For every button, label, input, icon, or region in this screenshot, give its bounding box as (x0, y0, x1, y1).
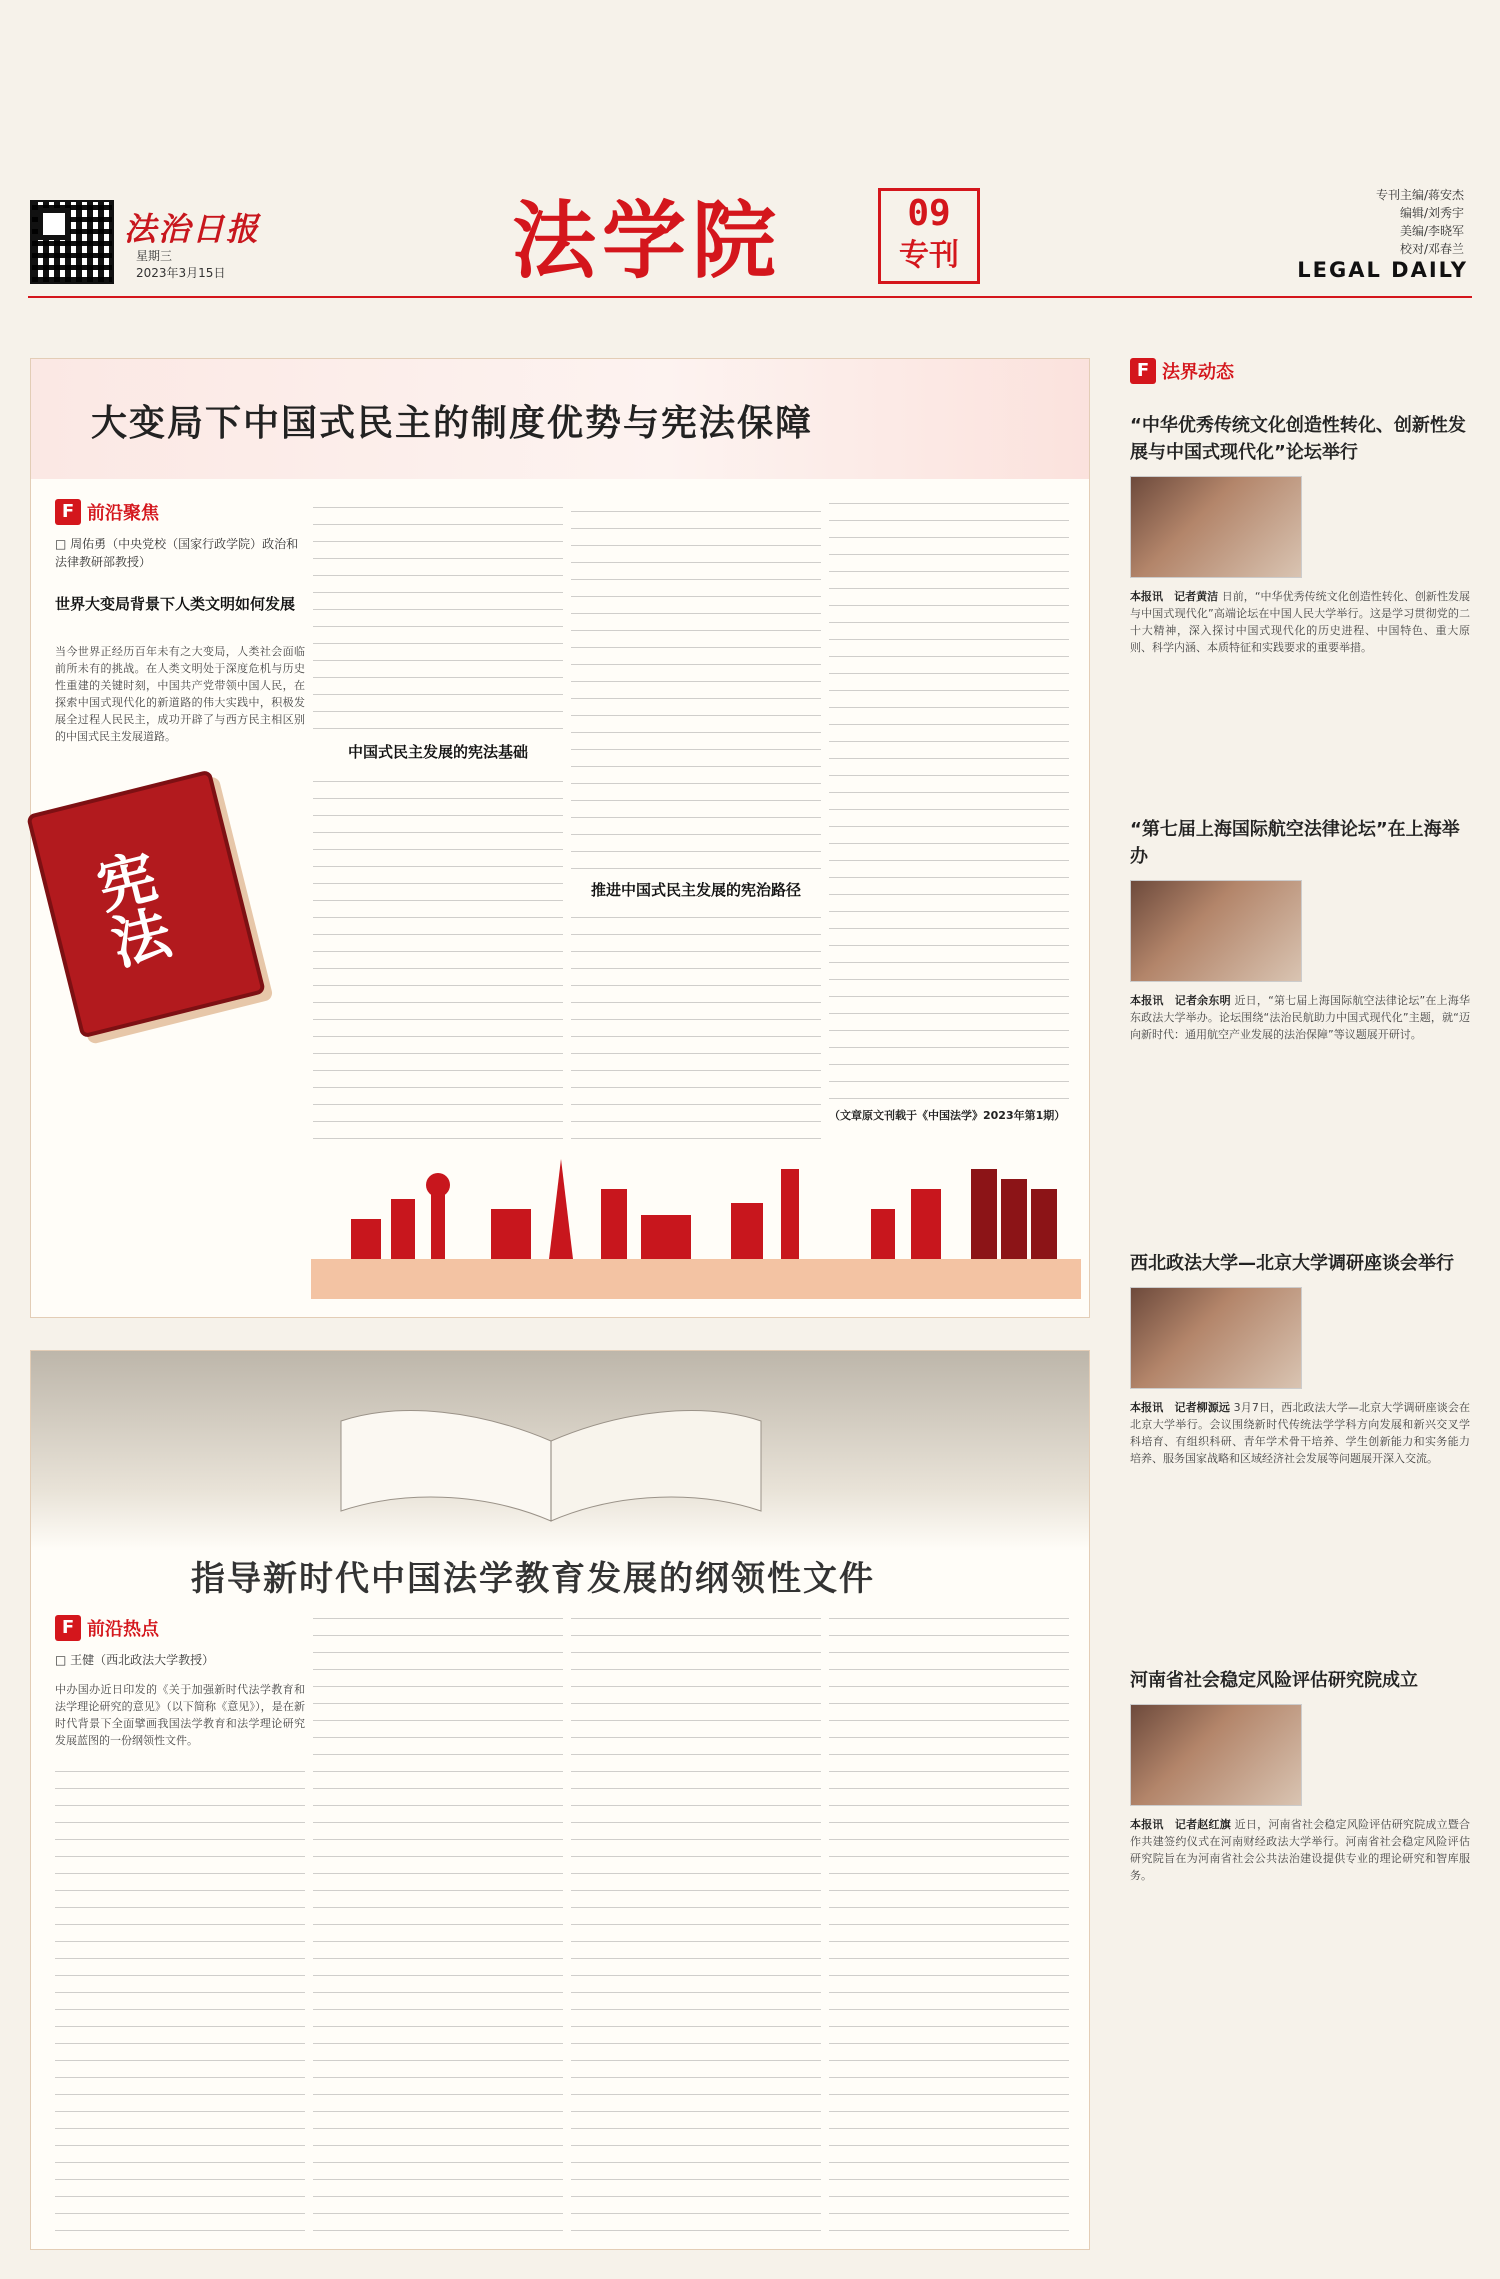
badge-number: 09 (907, 193, 951, 234)
news-text: 近日，河南省社会稳定风险评估研究院成立暨合作共建签约仪式在河南财经政法大学举行。河南省社会稳定风险评估研究院旨在为河南省社会公共法治建设提供专业的理论研究和智库服务。 (1130, 1818, 1470, 1882)
badge-kind: 专刊 (899, 238, 959, 273)
feature-article-1 (30, 358, 1090, 1318)
news-body (1130, 992, 1470, 1232)
subheading: 世界大变局背景下人类文明如何发展 (55, 595, 296, 613)
news-body (1130, 1399, 1470, 1649)
news-photo (1130, 880, 1302, 982)
news-photo (1130, 1704, 1302, 1806)
weekday: 星期三 (136, 249, 173, 263)
text-column (313, 499, 563, 729)
section-tag-label: 法界动态 (1162, 362, 1234, 383)
date: 2023年3月15日 (136, 266, 226, 280)
text-column (829, 499, 1069, 1099)
text-column (313, 779, 563, 1139)
text-column (571, 499, 821, 869)
credit-line: 美编/李晓军 (1399, 224, 1464, 238)
masthead-rule (28, 296, 1472, 298)
issue-badge (878, 188, 980, 284)
qr-code (30, 200, 114, 284)
news-text: 近日，“第七届上海国际航空法律论坛”在上海华东政法大学举办。论坛围绕“法治民航助力中国式现代化”主题，就“迈向新时代：通用航空产业发展的法治保障”等议题展开研讨。 (1130, 994, 1470, 1041)
credit-line: 编辑/刘秀宇 (1399, 206, 1464, 220)
news-body (1130, 1816, 1470, 2036)
news-title: 西北政法大学—北京大学调研座谈会举行 (1130, 1253, 1454, 1274)
news-title: 河南省社会稳定风险评估研究院成立 (1130, 1670, 1418, 1691)
text-column (571, 1615, 821, 2231)
section-tag (55, 1615, 159, 1641)
news-title: “第七届上海国际航空法律论坛”在上海举办 (1130, 819, 1460, 867)
headline: 大变局下中国式民主的制度优势与宪法保障 (91, 403, 814, 444)
open-book-image (331, 1381, 771, 1541)
section-tag (1130, 358, 1470, 384)
subheading: 中国式民主发展的宪法基础 (347, 743, 528, 761)
issue-date (136, 248, 225, 282)
text-column (55, 1771, 305, 2231)
news-byline: 本报讯 记者余东明 (1130, 994, 1231, 1007)
news-photo (1130, 476, 1302, 578)
news-column (1130, 358, 1470, 2036)
english-masthead: LEGAL DAILY (1297, 258, 1468, 282)
section-title: 法学院 (512, 192, 783, 290)
headline: 指导新时代中国法学教育发展的纲领性文件 (191, 1559, 875, 1599)
editor-credits (1376, 186, 1464, 258)
book-cover-text: 宪法 (81, 844, 176, 974)
byline: □ 周佑勇（中央党校（国家行政学院）政治和法律教研部教授） (55, 537, 299, 569)
news-byline: 本报讯 记者黄洁 (1130, 590, 1219, 603)
text-column (571, 915, 821, 1139)
lead-paragraph: 当今世界正经历百年未有之大变局，人类社会面临前所未有的挑战。在人类文明处于深度危机与历史性重建的关键时刻，中国共产党带领中国人民，在探索中国式现代化的新道路的伟大实践中，积极发展全过程人民民主，成功开辟了与西方民主相区别的中国式民主发展道路。 (55, 645, 305, 743)
subheading: 推进中国式民主发展的宪治路径 (590, 881, 801, 899)
lead-paragraph: 中办国办近日印发的《关于加强新时代法学教育和法学理论研究的意见》（以下简称《意见》），是在新时代背景下全面擘画我国法学教育和法学理论研究发展蓝图的一份纲领性文件。 (55, 1683, 305, 1747)
feature-article-2 (30, 1350, 1090, 2250)
credit-line: 专刊主编/蒋安杰 (1375, 188, 1464, 202)
news-body (1130, 588, 1470, 798)
news-text: 日前，“中华优秀传统文化创造性转化、创新性发展与中国式现代化”高端论坛在中国人民大学举行。这是学习贯彻党的二十大精神，深入探讨中国式现代化的历史进程、中国特色、重大原则、科学内涵、本质特征和实践要求的重要举措。 (1130, 590, 1470, 654)
news-text: 3月7日，西北政法大学—北京大学调研座谈会在北京大学举行。会议围绕新时代传统法学学科方向发展和新兴交叉学科培育、有组织科研、青年学术骨干培养、学生创新能力和实务能力培养、服务国家战略和区域经济社会发展等问题展开深入交流。 (1130, 1401, 1470, 1465)
news-byline: 本报讯 记者柳源远 (1130, 1401, 1231, 1414)
source-note: （文章原文刊载于《中国法学》2023年第1期） (829, 1109, 1066, 1122)
newspaper-logo: 法治日报 (124, 210, 261, 248)
section-tag-label: 前沿聚焦 (87, 503, 159, 524)
skyline-illustration (311, 1139, 1081, 1299)
text-column (313, 1615, 563, 2231)
f-logo-icon: F (55, 1615, 81, 1641)
section-tag-label: 前沿热点 (87, 1619, 159, 1640)
news-photo (1130, 1287, 1302, 1389)
text-column (829, 1615, 1069, 2231)
news-title: “中华优秀传统文化创造性转化、创新性发展与中国式现代化”论坛举行 (1130, 415, 1466, 463)
news-byline: 本报讯 记者赵红旗 (1130, 1818, 1231, 1831)
f-logo-icon: F (55, 499, 81, 525)
section-tag (55, 499, 159, 525)
byline: □ 王健（西北政法大学教授） (55, 1653, 215, 1667)
credit-line: 校对/邓春兰 (1399, 242, 1464, 256)
f-logo-icon: F (1130, 358, 1156, 384)
